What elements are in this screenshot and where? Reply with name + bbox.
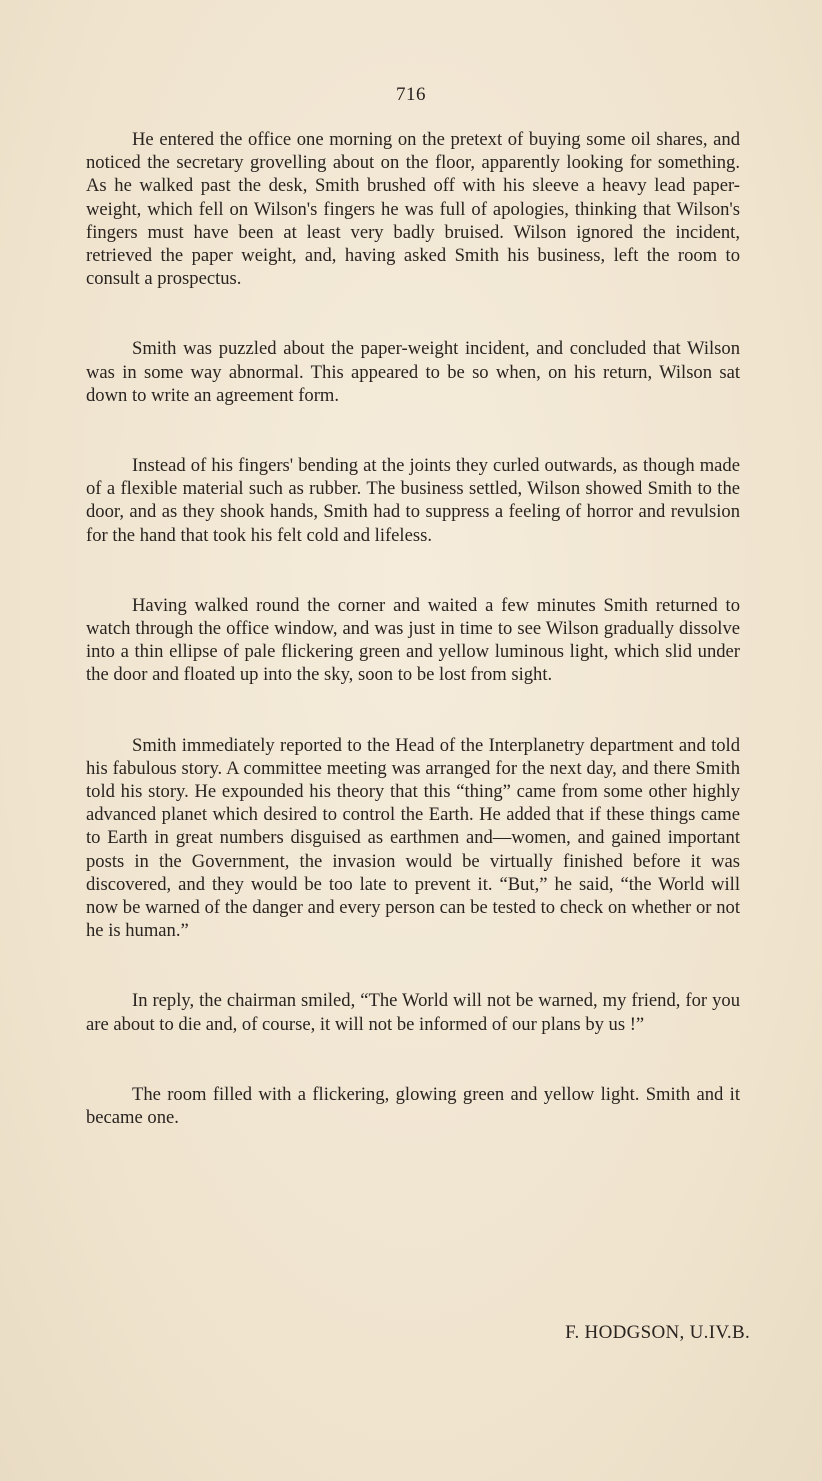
author-signature: F. HODGSON, U.IV.B. xyxy=(565,1322,750,1343)
paragraph-3: Instead of his fingers' bending at the joints they curled outwards, as though made of a flexible material such as rubber. The business settled, Wilson showed Smith to the door, and as they shook hands, Smith had to suppress a feeling of horror and revulsion for the hand that took his felt cold and lifeless. xyxy=(86,455,740,546)
paragraph-2: Smith was puzzled about the paper-weight incident, and concluded that Wilson was in some way abnormal. This appeared to be so when, on his return, Wilson sat down to write an agreement form. xyxy=(86,338,740,406)
paragraph-4: Having walked round the corner and waited a few minutes Smith returned to watch through the office window, and was just in time to see Wilson gradually dissolve into a thin ellipse of pale flickering green and yellow luminous light, which slid under the door and floated up into the sky, soon to be lost from sight. xyxy=(86,594,740,686)
story-body xyxy=(86,128,740,1129)
paragraph-1: He entered the office one morning on the pretext of buying some oil shares, and noticed the secretary grovelling about on the floor, apparently looking for something. As he walked past the desk, Smith brushed off with his sleeve a heavy lead paper-weight, which fell on Wilson's fingers he was full of apologies, thinking that Wilson's fingers must have been at least very badly bruised. Wilson ignored the incident, retrieved the paper weight, and, having asked Smith his business, left the room to consult a prospectus. xyxy=(86,129,740,290)
paragraph-5: Smith immediately reported to the Head of the Interplanetry department and told his fabulous story. A committee meeting was arranged for the next day, and there Smith told his story. He expounded his theory that this “thing” came from some other highly advanced planet which desired to control the Earth. He added that if these things came to Earth in great numbers disguised as earthmen and—women, and gained important posts in the Government, the invasion would be virtually finished before it was discovered, and they would be too late to prevent it. “But,” he said, “the World will now be warned of the danger and every person can be tested to check on whether or not he is human.” xyxy=(86,734,740,942)
page-number: 716 xyxy=(396,84,426,105)
paragraph-7: The room filled with a flickering, glowing green and yellow light. Smith and it became one. xyxy=(86,1083,740,1129)
paragraph-6: In reply, the chairman smiled, “The World will not be warned, my friend, for you are about to die and, of course, it will not be informed of our plans by us !” xyxy=(86,990,740,1035)
